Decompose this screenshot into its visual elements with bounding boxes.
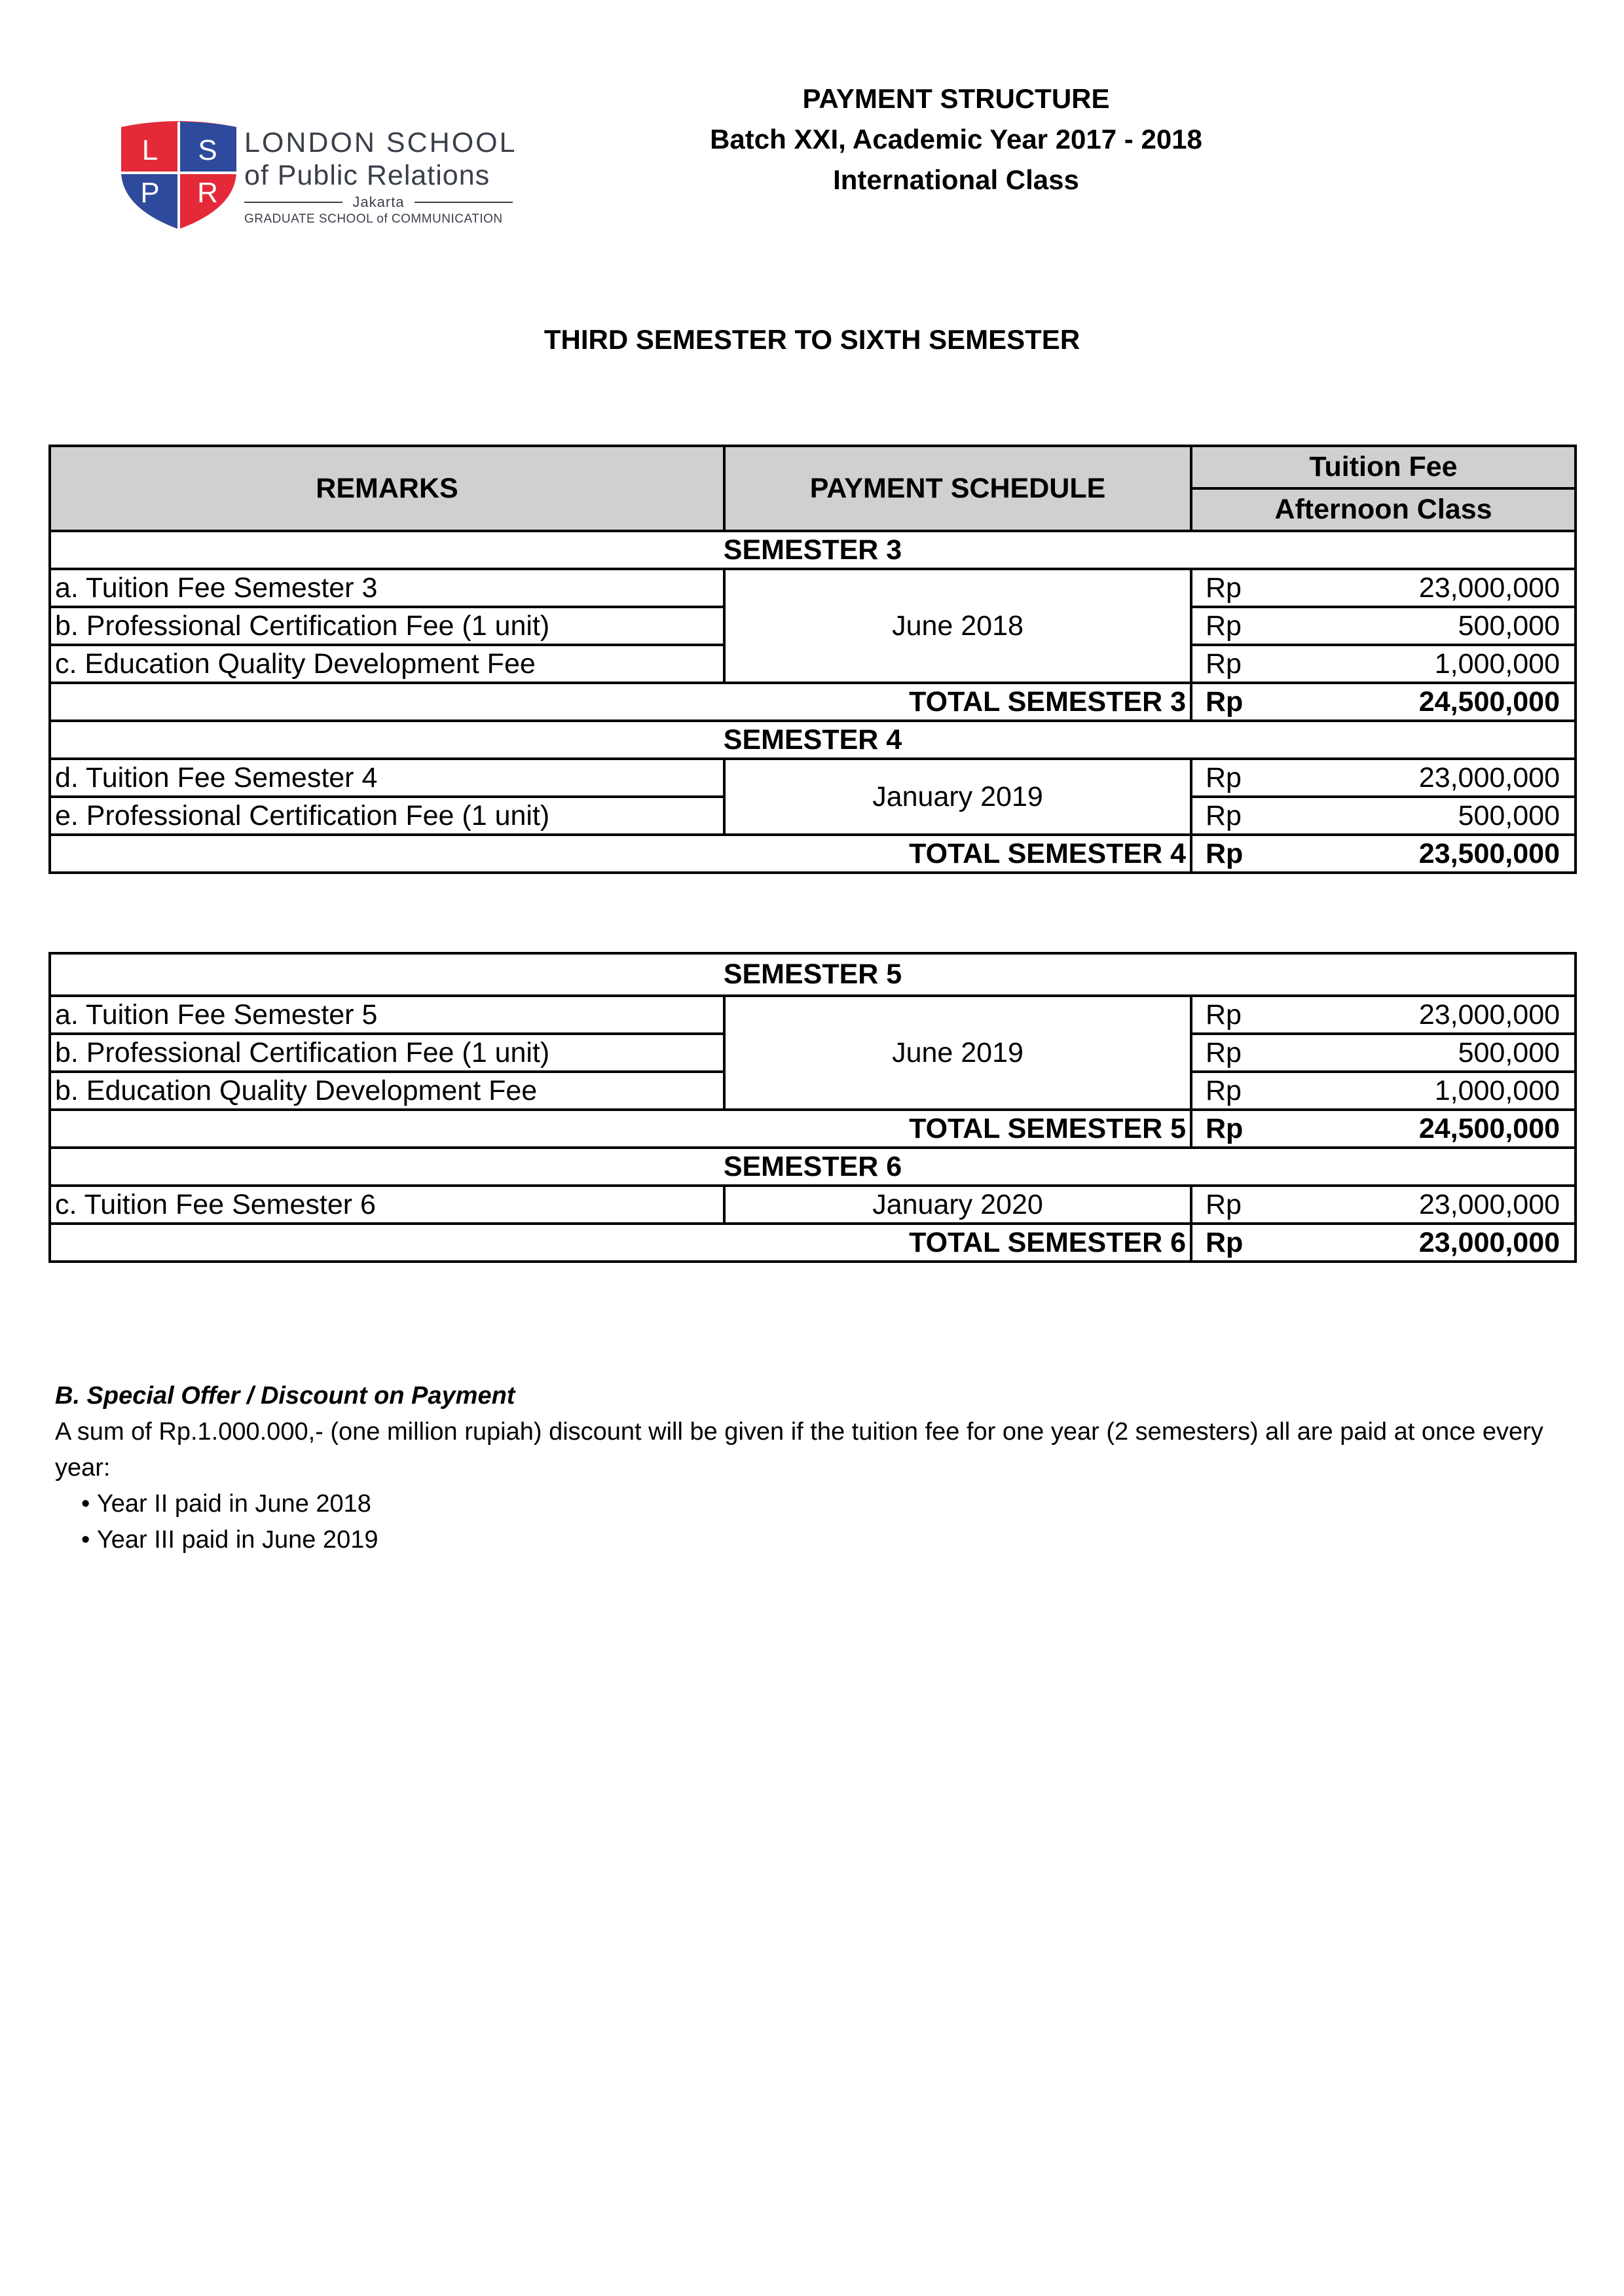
- remark-cell: c. Tuition Fee Semester 6: [50, 1186, 724, 1224]
- currency: Rp: [1206, 837, 1244, 869]
- amount: 23,000,000: [1418, 761, 1560, 793]
- special-offer-list: [55, 1486, 1561, 1558]
- logo-city: Jakarta: [352, 194, 405, 210]
- special-offer-text: A sum of Rp.1.000.000,- (one million rupiah) discount will be given if the tuition fee for one year (2 semesters) all are paid at once every year:: [55, 1418, 1543, 1482]
- semester-label: SEMESTER 6: [50, 1148, 1576, 1186]
- semester-label: SEMESTER 3: [50, 531, 1576, 569]
- table-row: [50, 1186, 1576, 1224]
- schedule-cell: June 2018: [724, 569, 1191, 683]
- header-tuition-fee: Tuition Fee: [1191, 446, 1576, 488]
- remark-cell: a. Tuition Fee Semester 5: [50, 996, 724, 1034]
- total-row: [50, 1110, 1576, 1148]
- semester-row: [50, 721, 1576, 759]
- remark-cell: b. Professional Certification Fee (1 unit): [50, 1034, 724, 1072]
- currency: Rp: [1206, 685, 1244, 718]
- amount: 500,000: [1458, 799, 1560, 831]
- special-offer-section: [55, 1378, 1561, 1558]
- total-label: TOTAL SEMESTER 5: [50, 1110, 1191, 1148]
- currency: Rp: [1206, 610, 1242, 642]
- total-label: TOTAL SEMESTER 3: [50, 683, 1191, 721]
- logo-letter: S: [198, 134, 217, 166]
- total-fee-cell: [1191, 683, 1576, 721]
- remark-cell: a. Tuition Fee Semester 3: [50, 569, 724, 607]
- table-row: [50, 996, 1576, 1034]
- schedule-cell: January 2019: [724, 759, 1191, 835]
- fee-cell: [1191, 1186, 1576, 1224]
- amount: 500,000: [1458, 610, 1560, 642]
- currency: Rp: [1206, 572, 1242, 604]
- semester-row: [50, 531, 1576, 569]
- semester-row: [50, 953, 1576, 996]
- school-logo: [120, 120, 526, 232]
- header-payment-schedule: PAYMENT SCHEDULE: [724, 446, 1191, 531]
- logo-letter: P: [140, 177, 160, 209]
- fee-cell: [1191, 645, 1576, 683]
- fee-cell: [1191, 759, 1576, 797]
- total-amount: 24,500,000: [1418, 685, 1560, 718]
- schedule-cell: January 2020: [724, 1186, 1191, 1224]
- list-item: • Year II paid in June 2018: [81, 1486, 1561, 1522]
- currency: Rp: [1206, 1036, 1242, 1068]
- section-title: THIRD SEMESTER TO SIXTH SEMESTER: [544, 324, 1080, 355]
- fee-cell: [1191, 797, 1576, 835]
- logo-letter: L: [141, 134, 158, 166]
- divider: [415, 202, 513, 203]
- payment-table-semesters-3-4: [48, 445, 1577, 874]
- semester-label: SEMESTER 5: [50, 953, 1576, 996]
- header-afternoon-class: Afternoon Class: [1191, 488, 1576, 531]
- fee-cell: [1191, 996, 1576, 1034]
- currency: Rp: [1206, 647, 1242, 680]
- logo-school-subtitle: of Public Relations: [244, 160, 490, 191]
- total-row: [50, 683, 1576, 721]
- heading-title: PAYMENT STRUCTURE: [802, 83, 1110, 114]
- amount: 1,000,000: [1434, 1074, 1560, 1106]
- special-offer-title: B. Special Offer / Discount on Payment: [55, 1382, 515, 1410]
- logo-tagline: GRADUATE SCHOOL of COMMUNICATION: [244, 212, 503, 226]
- remark-cell: b. Education Quality Development Fee: [50, 1072, 724, 1110]
- total-amount: 24,500,000: [1418, 1112, 1560, 1144]
- table-row: [50, 569, 1576, 607]
- remark-cell: d. Tuition Fee Semester 4: [50, 759, 724, 797]
- currency: Rp: [1206, 1112, 1244, 1144]
- semester-row: [50, 1148, 1576, 1186]
- table-row: [50, 759, 1576, 797]
- fee-cell: [1191, 1034, 1576, 1072]
- total-fee-cell: [1191, 1224, 1576, 1262]
- currency: Rp: [1206, 998, 1242, 1030]
- payment-table-semesters-5-6: [48, 952, 1577, 1263]
- remark-cell: e. Professional Certification Fee (1 unit): [50, 797, 724, 835]
- logo-city-row: [244, 194, 513, 210]
- header-remarks: REMARKS: [50, 446, 724, 531]
- fee-cell: [1191, 1072, 1576, 1110]
- logo-letter: R: [197, 177, 218, 209]
- semester-label: SEMESTER 4: [50, 721, 1576, 759]
- total-row: [50, 835, 1576, 873]
- heading-class: International Class: [833, 164, 1079, 195]
- amount: 500,000: [1458, 1036, 1560, 1068]
- total-amount: 23,500,000: [1418, 837, 1560, 869]
- total-fee-cell: [1191, 1110, 1576, 1148]
- remark-cell: b. Professional Certification Fee (1 unit): [50, 607, 724, 645]
- remark-cell: c. Education Quality Development Fee: [50, 645, 724, 683]
- total-label: TOTAL SEMESTER 4: [50, 835, 1191, 873]
- fee-cell: [1191, 569, 1576, 607]
- currency: Rp: [1206, 761, 1242, 793]
- document-heading: [629, 79, 1283, 200]
- logo-school-name: LONDON SCHOOL: [244, 127, 517, 158]
- total-row: [50, 1224, 1576, 1262]
- currency: Rp: [1206, 1074, 1242, 1106]
- divider: [244, 202, 342, 203]
- currency: Rp: [1206, 799, 1242, 831]
- lspr-shield-icon: [120, 120, 238, 232]
- fee-cell: [1191, 607, 1576, 645]
- amount: 23,000,000: [1418, 998, 1560, 1030]
- amount: 23,000,000: [1418, 1188, 1560, 1220]
- schedule-cell: June 2019: [724, 996, 1191, 1110]
- amount: 23,000,000: [1418, 572, 1560, 604]
- currency: Rp: [1206, 1226, 1244, 1258]
- total-fee-cell: [1191, 835, 1576, 873]
- heading-batch: Batch XXI, Academic Year 2017 - 2018: [710, 124, 1202, 155]
- currency: Rp: [1206, 1188, 1242, 1220]
- total-label: TOTAL SEMESTER 6: [50, 1224, 1191, 1262]
- list-item: • Year III paid in June 2019: [81, 1522, 1561, 1558]
- amount: 1,000,000: [1434, 647, 1560, 680]
- total-amount: 23,000,000: [1418, 1226, 1560, 1258]
